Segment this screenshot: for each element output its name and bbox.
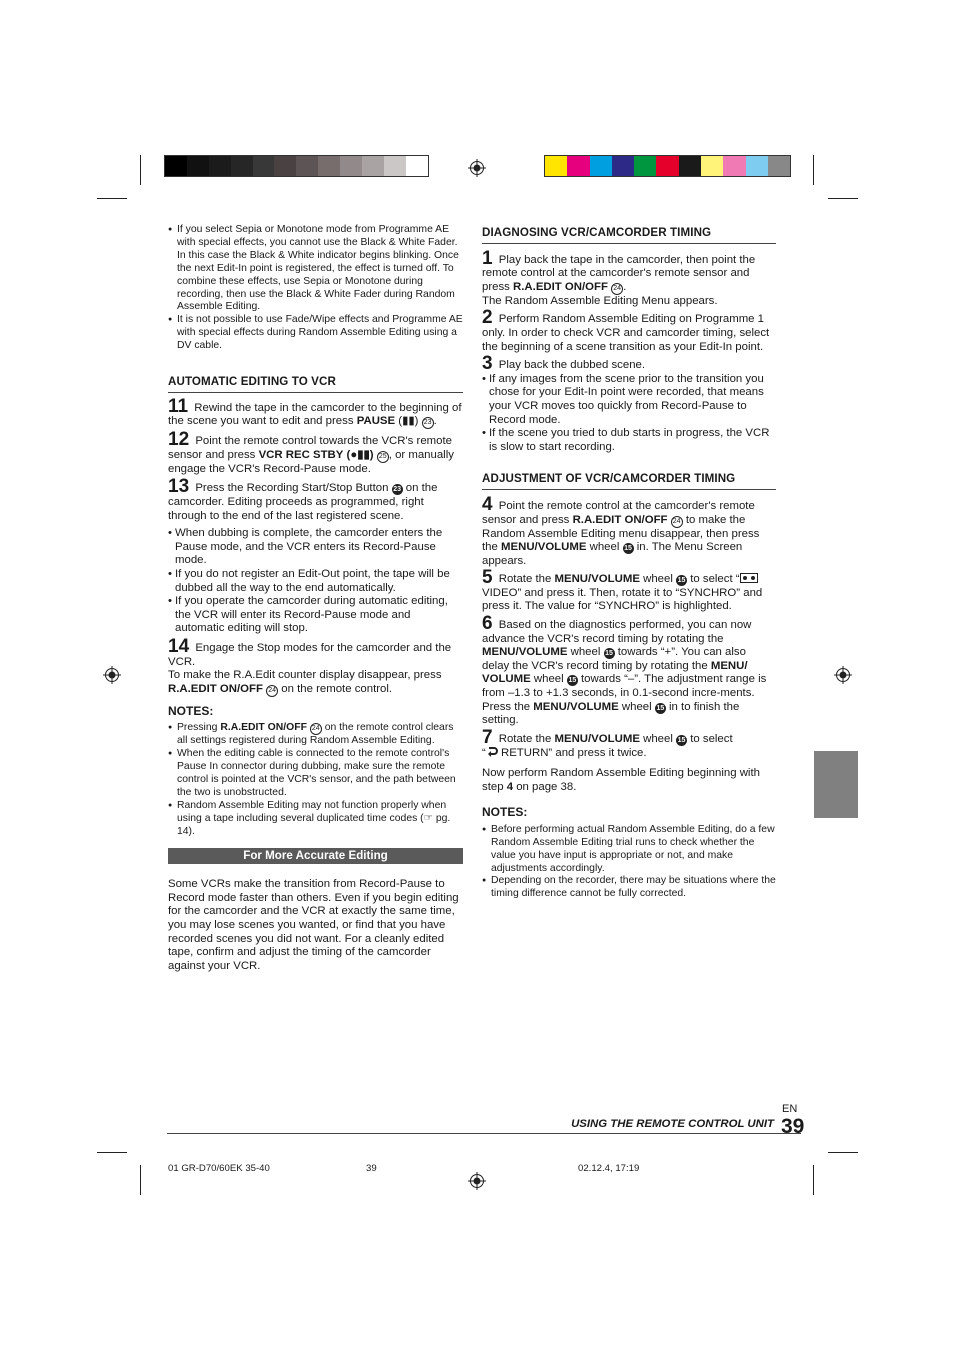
ref-circle-23: 23 [422, 417, 434, 429]
color-swatch [384, 156, 406, 176]
ref-circle-25: 25 [377, 451, 389, 463]
step-text: Press the Recording Start/Stop Button [195, 482, 389, 495]
color-swatch [723, 156, 745, 176]
ref-circle-24: 24 [611, 283, 623, 295]
ref-circle-filled-15: 15 [677, 736, 686, 744]
step-11: 11 Rewind the tape in the camcorder to the beginning of the scene you want to edit and press PAUSE (▮▮) 23 . [168, 395, 462, 428]
slug-mid: 39 [366, 1163, 377, 1174]
note-item: ● Before performing actual Random Assemble Editing, do a few Random Assemble Editing trial runs to check whether the value you have input is appropriate or not, and make adjustments accordingly. [482, 824, 776, 876]
page-number: 39 [781, 1115, 805, 1138]
final-instruction: Now perform Random Assemble Editing beginning with step 4 on page 38. [482, 767, 760, 793]
ref-circle-filled-15: 15 [568, 677, 577, 685]
color-swatch [209, 156, 231, 176]
step-number: 7 [482, 726, 493, 748]
color-swatch [274, 156, 296, 176]
diagnosing-heading: DIAGNOSING VCR/CAMCORDER TIMING [482, 226, 776, 244]
note-item: ● When the editing cable is connected to the remote control's Pause In connector during dubbing, make sure the remote control is pointed at the VCR's sensor, and the path between the two is unobstructed. [168, 748, 463, 800]
step-3-subnote: • If any images from the scene prior to the transition you chose for your Edit-In point were recorded, that means your VCR moves too quickly from Record-Pause to Record mode. [482, 373, 776, 427]
registration-mark-right-icon [834, 666, 852, 684]
step-7: 7 Rotate the MENU/VOLUME wheel 15 to select “ RETURN” and press it twice. [482, 726, 733, 760]
slug-left: 01 GR-D70/60EK 35-40 [168, 1163, 270, 1174]
step-text: on the camcorder. Editing proceeds as programmed, right through to the end of the last registered scene. [168, 482, 438, 522]
color-swatch [406, 156, 428, 176]
step-number: 5 [482, 567, 493, 589]
step-number: 4 [482, 493, 493, 515]
notes-heading: NOTES: [482, 805, 528, 820]
color-swatch [545, 156, 567, 176]
step-text: To make the R.A.Edit counter display disappear, press [168, 669, 442, 682]
ra-edit-label: R.A.EDIT ON/OFF [168, 682, 263, 695]
crop-mark-bottom-left-h [97, 1152, 127, 1153]
color-swatch [296, 156, 318, 176]
pointing-hand-icon: ☞ [423, 812, 433, 824]
ref-circle-filled-15: 15 [677, 577, 686, 585]
step-5: 5 Rotate the MENU/VOLUME wheel 15 to select “ VIDEO” and press it. Then, rotate it to “SYNCHRO” and press it. The value for “SYNCHRO” is highlighted. [482, 567, 763, 613]
accurate-editing-heading: For More Accurate Editing [168, 848, 463, 865]
step-13-subnote: • If you operate the camcorder during automatic editing, the VCR will enter its Record-Pause mode and automatic editing will stop. [168, 595, 463, 636]
pause-symbol: (▮▮) [398, 415, 419, 428]
step-2: 2 Perform Random Assemble Editing on Programme 1 only. In order to check VCR and camcorder timing, select the beginning of a scene transition as your Edit-In point. [482, 307, 770, 353]
color-swatch [165, 156, 187, 176]
step-number: 6 [482, 613, 493, 635]
color-swatch [679, 156, 701, 176]
intro-bullet: ● If you select Sepia or Monotone mode from Programme AE with special effects, you cannot use the Black & White Fader. In this case the Black & White indicator begins blinking. Once the next Edit-In point is registered, the effect is turned off. To combine these effects, use Sepia or Monotone during recording, then use the Black & White Fader during Random Assemble Editing. [168, 224, 463, 314]
step-6: 6 Based on the diagnostics performed, you can now advance the VCR's record timing by rotating the MENU/VOLUME wheel 15 towards “+”. You can also delay the VCR's record timing by rotating the MENU/ VOLUME wheel 15 towards “–”. The adjustment range is from –1.3 to +1.3 seconds, in 0.1-second incre-ments. Press the MENU/VOLUME wheel 15 in to finish the setting. [482, 613, 767, 727]
step-1: 1 Play back the tape in the camcorder, then point the remote control at the camcorder's remote sensor and press R.A.EDIT ON/OFF 24 . The Random Assemble Editing Menu appears. [482, 247, 756, 307]
ref-circle-24: 24 [310, 723, 322, 735]
step-number: 3 [482, 353, 493, 375]
rec-stby-symbol: (●▮▮) [346, 448, 374, 461]
step-number: 13 [168, 476, 190, 498]
color-swatch [634, 156, 656, 176]
color-swatch [253, 156, 275, 176]
crop-mark-top-right-v [813, 155, 814, 185]
ref-circle-24: 24 [671, 516, 683, 528]
footer-rule [167, 1133, 801, 1134]
step-3: 3 Play back the dubbed scene. [482, 353, 646, 375]
ref-circle-filled-15: 15 [624, 545, 632, 553]
step-number: 2 [482, 307, 493, 329]
step-14 [168, 635, 463, 697]
color-swatch [187, 156, 209, 176]
crop-mark-bottom-right-h [828, 1152, 858, 1153]
adjustment-heading: ADJUSTMENT OF VCR/CAMCORDER TIMING [482, 472, 776, 490]
pause-label: PAUSE [356, 415, 396, 428]
step-4: 4 Point the remote control at the camcorder's remote sensor and press R.A.EDIT ON/OFF 24 to make the Random Assemble Editing menu disappear, then press the MENU/VOLUME wheel 15 in. The Menu Screen appears. [482, 493, 760, 567]
color-swatch [590, 156, 612, 176]
right-column [482, 226, 776, 901]
color-swatch [340, 156, 362, 176]
color-swatch [231, 156, 253, 176]
section-title: USING THE REMOTE CONTROL UNIT [571, 1118, 774, 1130]
intro-bullet: ● It is not possible to use Fade/Wipe effects and Programme AE with special effects during Random Assemble Editing using a DV cable. [168, 314, 463, 353]
step-3-subnote: • If the scene you tried to dub starts in progress, the VCR is slow to start recording. [482, 427, 776, 454]
registration-mark-left-icon [103, 666, 121, 684]
step-number: 1 [482, 247, 493, 269]
step-number: 12 [168, 429, 190, 451]
notes-heading: NOTES: [168, 703, 214, 718]
step-text: Engage the Stop modes for the camcorder and the VCR. [168, 641, 452, 668]
step-number: 11 [168, 395, 189, 417]
note-item: ● Depending on the recorder, there may be situations where the timing difference cannot be fully corrected. [482, 875, 776, 901]
color-swatch [701, 156, 723, 176]
video-tape-icon [740, 573, 758, 583]
ref-circle-filled-15: 15 [605, 650, 613, 658]
crop-mark-top-left-v [140, 155, 141, 185]
gray-color-bar [164, 155, 429, 177]
color-swatch [612, 156, 634, 176]
auto-editing-heading: AUTOMATIC EDITING TO VCR [168, 375, 463, 393]
crop-mark-bottom-left-v [140, 1165, 141, 1195]
step-text: Point the remote control towards the VCR's remote sensor and press [168, 435, 452, 461]
return-arrow-icon [486, 746, 498, 757]
color-swatch [768, 156, 790, 176]
crop-mark-top-right-h [828, 198, 858, 199]
step-13-subnote: • If you do not register an Edit-Out point, the tape will be dubbed all the way to the end automatically. [168, 568, 463, 595]
note-item: ● Random Assemble Editing may not function properly when using a tape including several duplicated time codes (☞ pg. 14). [168, 800, 463, 839]
section-thumb-tab [814, 751, 858, 818]
ref-circle-filled-23: 23 [393, 486, 401, 494]
step-13-subnote: • When dubbing is complete, the camcorder enters the Pause mode, and the VCR enters its Record-Pause mode. [168, 527, 463, 568]
note-item: ● Pressing R.A.EDIT ON/OFF 24 on the remote control clears all settings registered during Random Assemble Editing. [168, 722, 463, 748]
step-text: Rewind the tape in the camcorder to the beginning of the scene you want to edit and press [168, 401, 462, 428]
color-bar [544, 155, 791, 177]
crop-mark-bottom-right-v [813, 1165, 814, 1195]
ref-circle-24: 24 [266, 685, 278, 697]
left-column [168, 224, 463, 973]
registration-mark-top-icon [468, 159, 486, 177]
slug-right: 02.12.4, 17:19 [578, 1163, 640, 1174]
step-13 [168, 476, 463, 523]
lang-label: EN [782, 1103, 798, 1115]
color-swatch [746, 156, 768, 176]
step-text: on the remote control. [281, 682, 393, 695]
color-swatch [567, 156, 589, 176]
step-12 [168, 429, 463, 476]
crop-mark-top-left-h [97, 198, 127, 199]
step-number: 14 [168, 635, 190, 657]
registration-mark-bottom-icon [468, 1172, 486, 1190]
color-swatch [656, 156, 678, 176]
accurate-editing-text: Some VCRs make the transition from Record-Pause to Record mode faster than others. Even if you begin editing for the camcorder and the VCR at exactly the same time, you may lose scenes you wanted, or find that you have recorded scenes you did not want. For a cleanly edited tape, confirm and adjust the timing of the camcorder against your VCR. [168, 878, 459, 972]
ref-circle-filled-15: 15 [656, 704, 665, 712]
color-swatch [318, 156, 340, 176]
vcr-rec-stby-label: VCR REC STBY [258, 448, 344, 461]
color-swatch [362, 156, 384, 176]
step-text: , or manually engage the VCR's Record-Pause mode. [168, 448, 454, 475]
